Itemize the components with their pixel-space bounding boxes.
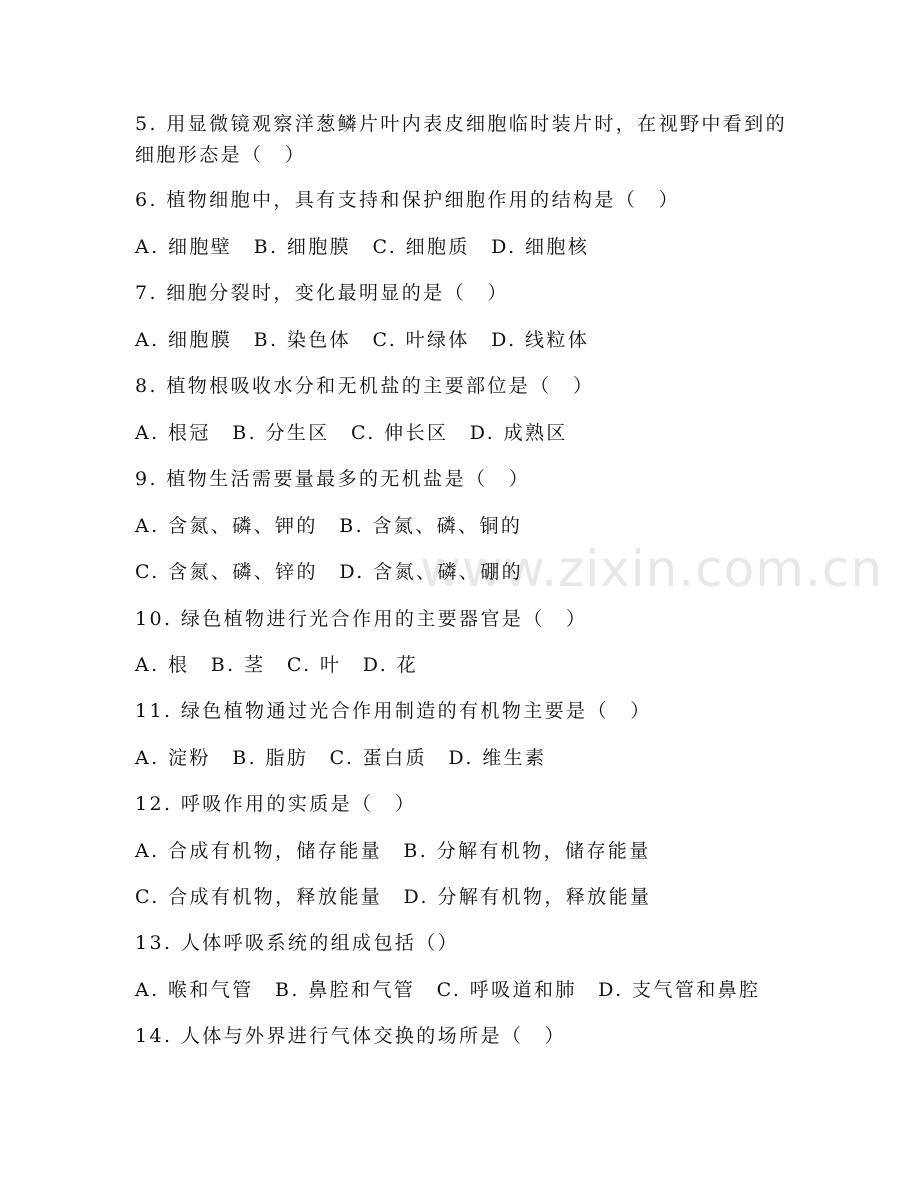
q11-options: A. 淀粉 B. 脂肪 C. 蛋白质 D. 维生素 <box>135 747 547 769</box>
q5-stem-line2: 细胞形态是（ ） <box>135 144 307 166</box>
q9-options-ab: A. 含氮、磷、钾的 B. 含氮、磷、铜的 <box>135 515 523 537</box>
q11-stem: 11. 绿色植物通过光合作用制造的有机物主要是（ ） <box>135 700 652 722</box>
q13-options: A. 喉和气管 B. 鼻腔和气管 C. 呼吸道和肺 D. 支气管和鼻腔 <box>135 979 761 1001</box>
q6-stem: 6. 植物细胞中，具有支持和保护细胞作用的结构是（ ） <box>135 189 680 211</box>
q7-stem: 7. 细胞分裂时，变化最明显的是（ ） <box>135 282 509 304</box>
q10-options: A. 根 B. 茎 C. 叶 D. 花 <box>135 654 419 676</box>
q9-options-cd: C. 含氮、磷、锌的 D. 含氮、磷、硼的 <box>135 561 523 583</box>
q8-stem: 8. 植物根吸收水分和无机盐的主要部位是（ ） <box>135 375 595 397</box>
q13-stem: 13. 人体呼吸系统的组成包括（） <box>135 932 460 954</box>
q6-options: A. 细胞壁 B. 细胞膜 C. 细胞质 D. 细胞核 <box>135 236 590 258</box>
q7-options: A. 细胞膜 B. 染色体 C. 叶绿体 D. 线粒体 <box>135 329 590 351</box>
q12-options-ab: A. 合成有机物，储存能量 B. 分解有机物，储存能量 <box>135 840 651 862</box>
q9-stem: 9. 植物生活需要量最多的无机盐是（ ） <box>135 468 531 490</box>
q5-stem-line1: 5. 用显微镜观察洋葱鳞片叶内表皮细胞临时装片时，在视野中看到的 <box>135 113 787 135</box>
q14-stem: 14. 人体与外界进行气体交换的场所是（ ） <box>135 1025 567 1047</box>
watermark: www.zixin.com.cn <box>420 540 884 598</box>
q10-stem: 10. 绿色植物进行光合作用的主要器官是（ ） <box>135 608 588 630</box>
q12-options-cd: C. 合成有机物，释放能量 D. 分解有机物，释放能量 <box>135 886 652 908</box>
q8-options: A. 根冠 B. 分生区 C. 伸长区 D. 成熟区 <box>135 422 568 444</box>
q12-stem: 12. 呼吸作用的实质是（ ） <box>135 793 417 815</box>
